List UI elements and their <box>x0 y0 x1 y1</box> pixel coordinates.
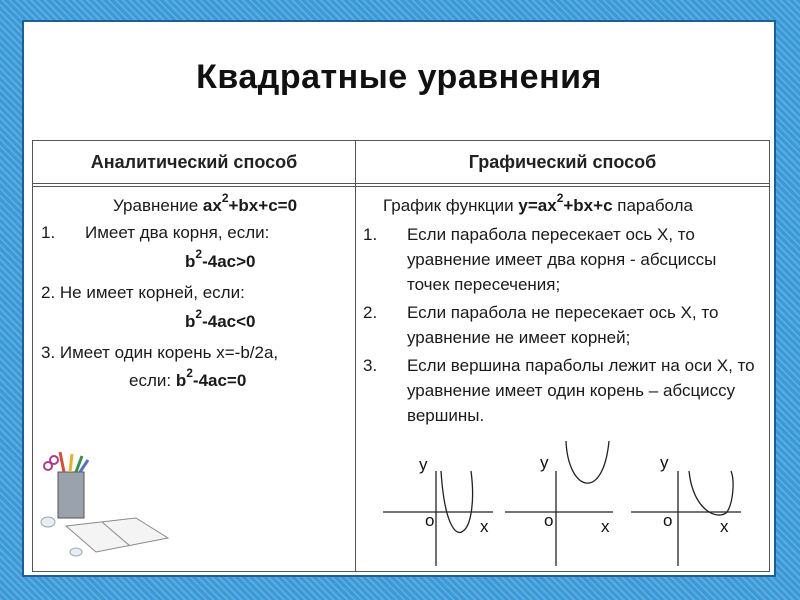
cond2-exp: 2 <box>195 307 203 321</box>
graphic-item-3 <box>363 353 759 428</box>
header-analytic: Аналитический способ <box>90 152 298 172</box>
cond1-exp: 2 <box>195 247 203 261</box>
analytic-condition-1 <box>41 249 347 276</box>
graphic-item-1 <box>363 222 759 297</box>
cond3-b: b <box>175 371 187 390</box>
cond1-rest: -4ac>0 <box>202 252 256 271</box>
cond3-rest: -4ac=0 <box>192 371 247 390</box>
cond3-prefix: если: <box>129 371 176 390</box>
slide-title: Квадратные уравнения <box>196 58 602 96</box>
graphic-item-2-text: Если парабола не пересекает ось X, то уравнение не имеет корней; <box>407 303 719 347</box>
intro-func-b: +bx+c <box>563 196 613 215</box>
graph1-parabola <box>441 471 473 532</box>
cond3-exp: 2 <box>186 366 193 380</box>
graph1-origin-label: o <box>425 511 435 530</box>
analytic-condition-3 <box>41 368 347 395</box>
equation-prefix: Уравнение <box>113 196 203 215</box>
graph-two-roots <box>383 471 493 566</box>
equation-exponent: 2 <box>221 191 229 205</box>
equation-part-a: ax <box>202 196 222 215</box>
analytic-column <box>41 193 347 395</box>
graph2-parabola <box>566 441 609 483</box>
analytic-item-1-text: Имеет два корня, если: <box>85 223 270 242</box>
header-divider-2 <box>33 186 769 187</box>
analytic-item-3: 3. Имеет один корень x=-b/2a, <box>41 343 279 362</box>
analytic-item-1 <box>41 220 347 245</box>
graphic-item-3-text: Если вершина параболы лежит на оси X, то уравнение имеет один корень – абсциссу вершины. <box>407 356 755 425</box>
parabola-graphs <box>363 441 763 571</box>
header-divider <box>33 183 769 184</box>
cond2-rest: -4ac<0 <box>202 312 256 331</box>
equation-part-b: +bx+c=0 <box>228 196 298 215</box>
graph1-y-label: y <box>419 455 428 474</box>
graphic-item-1-num: 1. <box>363 225 378 244</box>
intro-func-a: y=ax <box>518 196 557 215</box>
pencil-cup <box>58 472 84 518</box>
graph2-origin-label: o <box>544 511 554 530</box>
graphic-item-3-num: 3. <box>363 356 378 375</box>
analytic-item-1-num: 1. <box>41 223 56 242</box>
intro-suffix: парабола <box>612 196 694 215</box>
graphic-item-2 <box>363 300 759 350</box>
graphic-item-2-num: 2. <box>363 303 378 322</box>
graph3-x-label: x <box>720 517 729 536</box>
column-divider <box>355 141 356 571</box>
graphic-column <box>363 193 759 428</box>
analytic-condition-2 <box>41 309 347 336</box>
cond1-b: b <box>185 252 196 271</box>
analytic-item-2: 2. Не имеет корней, если: <box>41 283 245 302</box>
analytic-equation <box>41 193 347 220</box>
graph3-parabola <box>689 471 733 515</box>
graph2-y-label: y <box>540 453 549 472</box>
intro-exp: 2 <box>556 191 564 205</box>
graph-no-roots <box>505 441 613 566</box>
graph3-y-label: y <box>660 453 669 472</box>
graph3-origin-label: o <box>663 511 673 530</box>
header-graphic: Графический способ <box>468 152 657 172</box>
intro-prefix: График функции <box>383 196 519 215</box>
stationery-illustration <box>36 452 176 562</box>
graphic-intro <box>363 193 759 220</box>
graphic-item-1-text: Если парабола пересекает ось X, то уравнение имеет два корня - абсциссы точек пересечения; <box>407 225 717 294</box>
cond2-b: b <box>185 312 196 331</box>
graph2-x-label: x <box>601 517 610 536</box>
graph1-x-label: x <box>480 517 489 536</box>
